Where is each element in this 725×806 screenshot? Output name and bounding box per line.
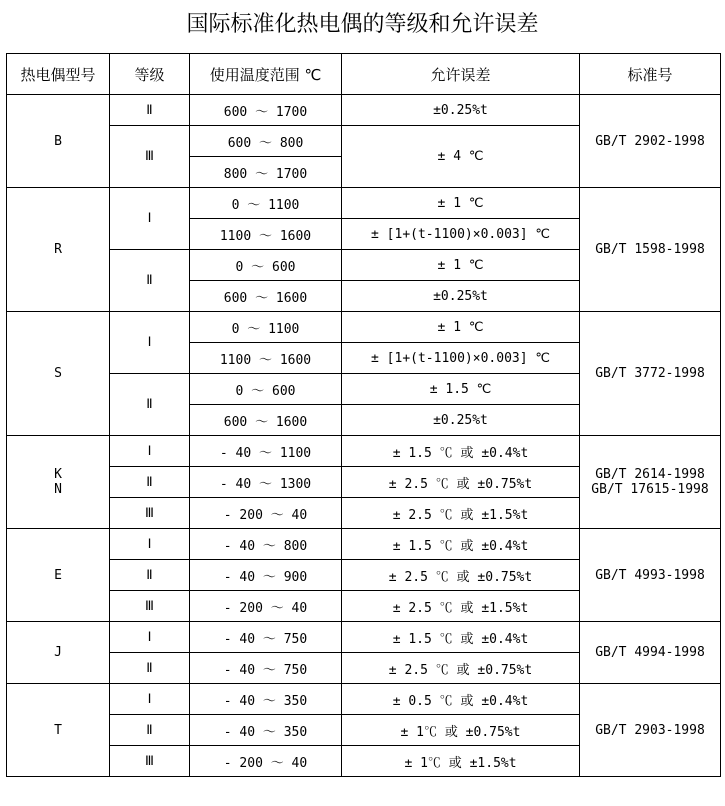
header-grade: 等级 — [110, 54, 190, 95]
header-tolerance: 允许误差 — [342, 54, 580, 95]
grade-cell: Ⅰ — [110, 188, 190, 250]
tolerance-cell: ± 2.5 ℃ 或 ±1.5%t — [342, 591, 580, 622]
table-row — [7, 95, 721, 126]
table-row — [7, 188, 721, 219]
range-cell: 1100 ～ 1600 — [190, 343, 342, 374]
thermocouple-table — [6, 53, 721, 777]
tolerance-cell: ± 0.5 ℃ 或 ±0.4%t — [342, 684, 580, 715]
grade-cell: Ⅱ — [110, 653, 190, 684]
header-range: 使用温度范围 ℃ — [190, 54, 342, 95]
range-cell: 0 ～ 600 — [190, 250, 342, 281]
tolerance-cell: ± 4 ℃ — [342, 126, 580, 188]
grade-cell: Ⅰ — [110, 622, 190, 653]
tolerance-cell: ± 1 ℃ — [342, 188, 580, 219]
tolerance-cell: ±0.25%t — [342, 281, 580, 312]
header-standard: 标准号 — [580, 54, 721, 95]
standard-cell: GB/T 2902-1998 — [580, 95, 721, 188]
table-body — [7, 95, 721, 777]
grade-cell: Ⅲ — [110, 498, 190, 529]
table-row — [7, 622, 721, 653]
type-cell: S — [7, 312, 110, 436]
range-cell: - 40 ～ 900 — [190, 560, 342, 591]
range-cell: 0 ～ 1100 — [190, 312, 342, 343]
type-cell: T — [7, 684, 110, 777]
range-cell: 600 ～ 1600 — [190, 281, 342, 312]
grade-cell: Ⅱ — [110, 467, 190, 498]
range-cell: - 40 ～ 800 — [190, 529, 342, 560]
standard-cell: GB/T 4993-1998 — [580, 529, 721, 622]
page-title: 国际标准化热电偶的等级和允许误差 — [186, 12, 539, 37]
standard-cell: GB/T 2614-1998 GB/T 17615-1998 — [580, 436, 721, 529]
range-cell: 1100 ～ 1600 — [190, 219, 342, 250]
tolerance-cell: ± 2.5 ℃ 或 ±0.75%t — [342, 653, 580, 684]
grade-cell: Ⅰ — [110, 684, 190, 715]
type-cell: B — [7, 95, 110, 188]
tolerance-cell: ± 1℃ 或 ±0.75%t — [342, 715, 580, 746]
table-row — [7, 529, 721, 560]
tolerance-cell: ± 1 ℃ — [342, 250, 580, 281]
tolerance-cell: ± 2.5 ℃ 或 ±1.5%t — [342, 498, 580, 529]
grade-cell: Ⅱ — [110, 250, 190, 312]
range-cell: - 200 ～ 40 — [190, 746, 342, 777]
tolerance-cell: ± 1 ℃ — [342, 312, 580, 343]
range-cell: 600 ～ 1600 — [190, 405, 342, 436]
range-cell: 600 ～ 800 — [190, 126, 342, 157]
tolerance-cell: ± 1.5 ℃ 或 ±0.4%t — [342, 529, 580, 560]
grade-cell: Ⅰ — [110, 312, 190, 374]
grade-cell: Ⅱ — [110, 374, 190, 436]
tolerance-cell: ±0.25%t — [342, 405, 580, 436]
grade-cell: Ⅲ — [110, 126, 190, 188]
grade-cell: Ⅰ — [110, 436, 190, 467]
range-cell: - 40 ～ 750 — [190, 622, 342, 653]
range-cell: 800 ～ 1700 — [190, 157, 342, 188]
standard-cell: GB/T 4994-1998 — [580, 622, 721, 684]
grade-cell: Ⅲ — [110, 746, 190, 777]
grade-cell: Ⅱ — [110, 715, 190, 746]
range-cell: 600 ～ 1700 — [190, 95, 342, 126]
table-row — [7, 436, 721, 467]
range-cell: - 40 ～ 750 — [190, 653, 342, 684]
table-row — [7, 312, 721, 343]
tolerance-cell: ± 1.5 ℃ 或 ±0.4%t — [342, 436, 580, 467]
range-cell: - 40 ～ 350 — [190, 684, 342, 715]
tolerance-cell: ± [1+(t-1100)×0.003] ℃ — [342, 343, 580, 374]
standard-cell: GB/T 1598-1998 — [580, 188, 721, 312]
type-cell: E — [7, 529, 110, 622]
standard-cell: GB/T 2903-1998 — [580, 684, 721, 777]
range-cell: 0 ～ 1100 — [190, 188, 342, 219]
tolerance-cell: ±0.25%t — [342, 95, 580, 126]
type-cell: R — [7, 188, 110, 312]
tolerance-cell: ± 2.5 ℃ 或 ±0.75%t — [342, 560, 580, 591]
range-cell: - 40 ～ 1100 — [190, 436, 342, 467]
grade-cell: Ⅱ — [110, 560, 190, 591]
header-row — [7, 54, 721, 95]
grade-cell: Ⅱ — [110, 95, 190, 126]
tolerance-cell: ± [1+(t-1100)×0.003] ℃ — [342, 219, 580, 250]
type-cell: J — [7, 622, 110, 684]
grade-cell: Ⅲ — [110, 591, 190, 622]
header-type: 热电偶型号 — [7, 54, 110, 95]
type-cell: K N — [7, 436, 110, 529]
table-row — [7, 684, 721, 715]
grade-cell: Ⅰ — [110, 529, 190, 560]
range-cell: - 200 ～ 40 — [190, 591, 342, 622]
range-cell: - 40 ～ 1300 — [190, 467, 342, 498]
range-cell: - 200 ～ 40 — [190, 498, 342, 529]
tolerance-cell: ± 1.5 ℃ — [342, 374, 580, 405]
tolerance-cell: ± 2.5 ℃ 或 ±0.75%t — [342, 467, 580, 498]
tolerance-cell: ± 1.5 ℃ 或 ±0.4%t — [342, 622, 580, 653]
range-cell: 0 ～ 600 — [190, 374, 342, 405]
standard-cell: GB/T 3772-1998 — [580, 312, 721, 436]
tolerance-cell: ± 1℃ 或 ±1.5%t — [342, 746, 580, 777]
range-cell: - 40 ～ 350 — [190, 715, 342, 746]
